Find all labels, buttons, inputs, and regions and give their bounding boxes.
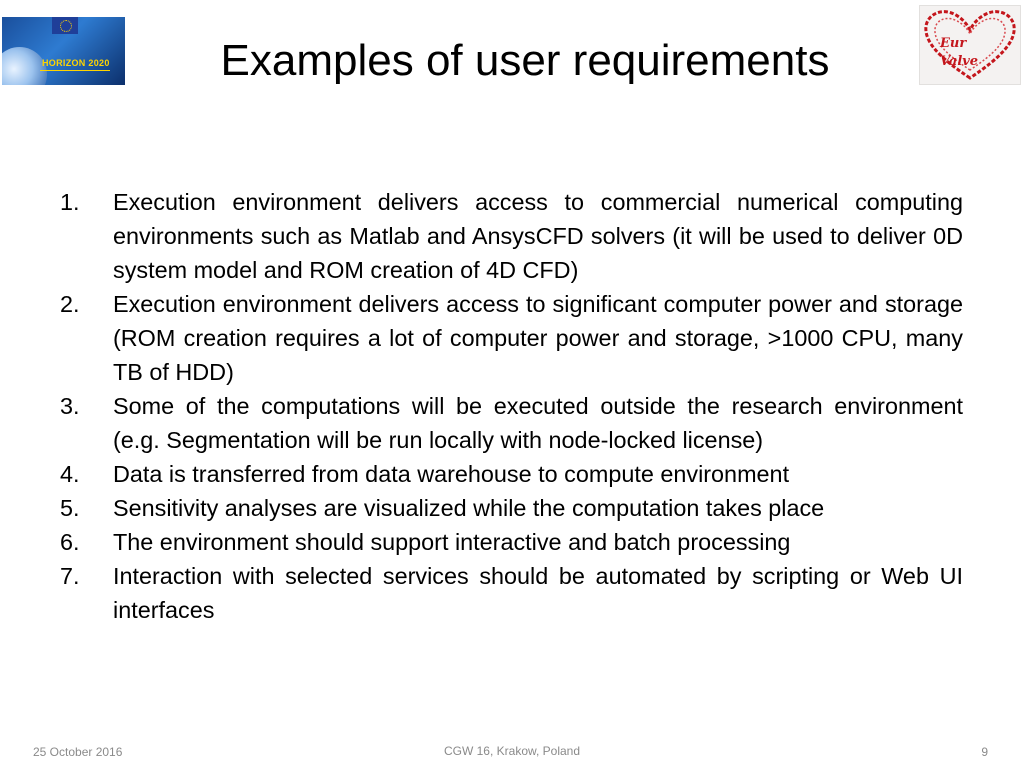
eu-flag-icon bbox=[52, 17, 78, 34]
list-item-number: 5. bbox=[60, 495, 80, 521]
list-item bbox=[60, 185, 963, 287]
globe-icon bbox=[2, 47, 47, 85]
list-item-text: Sensitivity analyses are visualized while the computation takes place bbox=[113, 495, 825, 521]
footer-date: 25 October 2016 bbox=[33, 745, 123, 759]
list-item bbox=[60, 559, 963, 627]
eurvalve-logo-line2: Valve bbox=[940, 54, 979, 69]
slide-title: Examples of user requirements bbox=[220, 36, 830, 85]
list-item-text: Some of the computations will be executed outside the research environment (e.g. Segmentation will be run locally with node-locked license) bbox=[113, 393, 963, 453]
list-item-number: 3. bbox=[60, 393, 80, 419]
heart-icon bbox=[920, 6, 1020, 84]
list-item-number: 2. bbox=[60, 291, 80, 317]
list-item-text: The environment should support interactive and batch processing bbox=[113, 529, 791, 555]
list-item bbox=[60, 491, 963, 525]
list-item-number: 4. bbox=[60, 461, 80, 487]
logo-underline bbox=[40, 70, 110, 71]
horizon-2020-logo bbox=[2, 17, 125, 85]
list-item-number: 7. bbox=[60, 563, 80, 589]
list-item bbox=[60, 389, 963, 457]
footer-event: CGW 16, Krakow, Poland bbox=[443, 744, 581, 758]
list-item-text: Execution environment delivers access to commercial numerical computing environments such as Matlab and AnsysCFD solvers (it will be used to deliver 0D system model and ROM creation of 4D CFD) bbox=[113, 189, 963, 283]
list-item-number: 6. bbox=[60, 529, 80, 555]
list-item-text: Interaction with selected services should be automated by scripting or Web UI interfaces bbox=[113, 563, 963, 623]
page-number: 9 bbox=[981, 745, 988, 759]
list-item bbox=[60, 457, 963, 491]
eurvalve-logo-line1: Eur bbox=[940, 36, 967, 51]
list-item-text: Execution environment delivers access to significant computer power and storage (ROM creation requires a lot of computer power and storage, >1000 CPU, many TB of HDD) bbox=[113, 291, 963, 385]
list-item bbox=[60, 287, 963, 389]
list-item-text: Data is transferred from data warehouse to compute environment bbox=[113, 461, 790, 487]
horizon-2020-label: HORIZON 2020 bbox=[42, 58, 110, 68]
requirements-list bbox=[60, 185, 963, 627]
list-item bbox=[60, 525, 963, 559]
list-item-number: 1. bbox=[60, 189, 80, 215]
eurvalve-logo bbox=[919, 5, 1021, 85]
